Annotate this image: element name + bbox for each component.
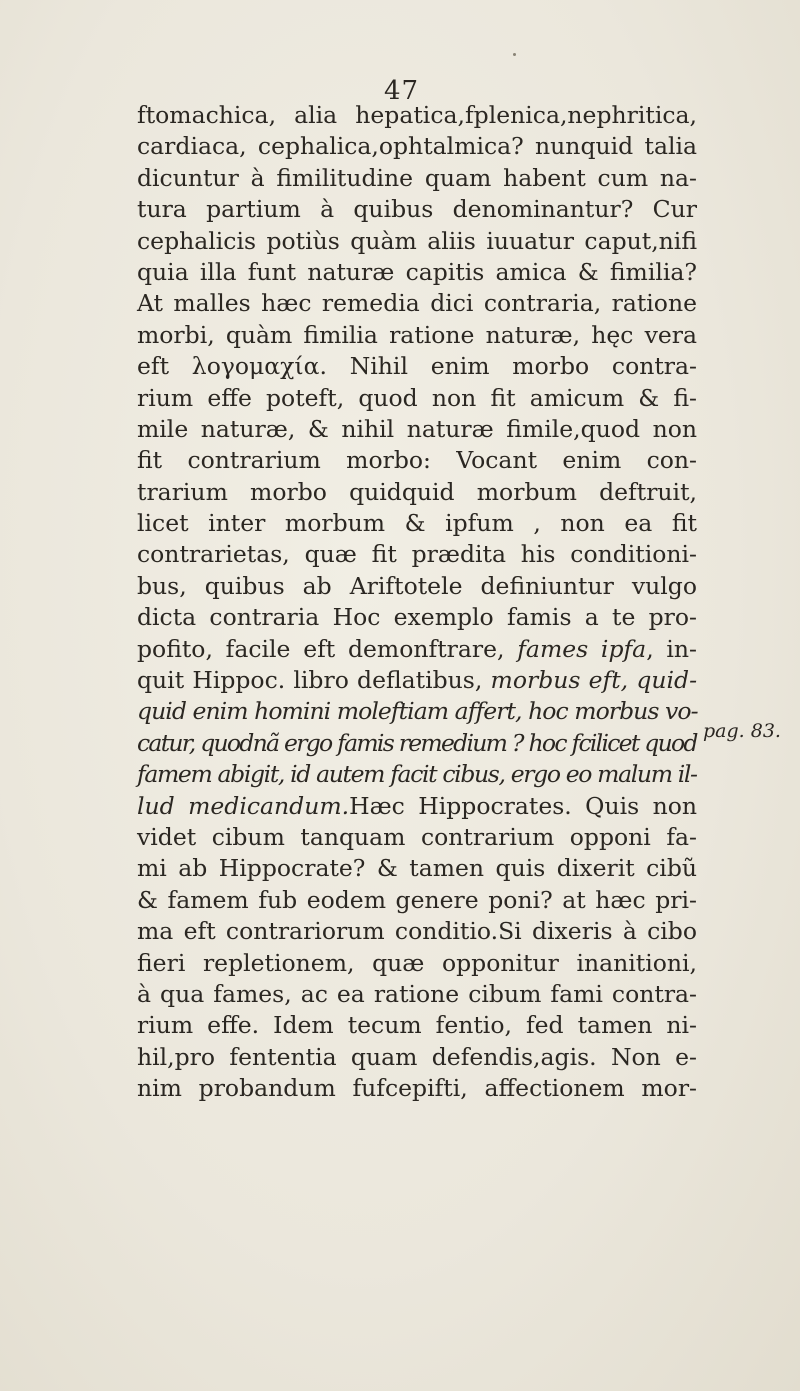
text-line [137, 351, 697, 382]
text-segment: licet inter morbum & ipfum , non ea fit [137, 509, 697, 538]
text-segment: cardiaca, cephalica,ophtalmica? nunquid talia [137, 132, 697, 161]
text-segment: At malles hæc remedia dici contraria, ratione [137, 289, 697, 318]
text-line [137, 602, 697, 633]
text-line [137, 1010, 697, 1041]
text-segment: à qua fames, ac ea ratione cibum fami contra- [137, 979, 697, 1008]
text-segment: fieri repletionem, quæ opponitur inanitioni, [137, 948, 697, 977]
text-segment: & famem fub eodem genere poni? at hæc pri- [137, 885, 697, 914]
margin-note: pag. 83. [703, 720, 781, 742]
page-number: 47 [384, 76, 420, 106]
text-segment: hil,pro fententia quam defendis,agis. Non e- [137, 1042, 697, 1071]
text-line [137, 445, 697, 476]
text-line [137, 885, 697, 916]
text-segment: bus, quibus ab Ariftotele definiuntur vulgo [137, 571, 697, 600]
text-segment: videt cibum tanquam contrarium opponi fa- [137, 822, 697, 851]
text-line [137, 131, 697, 162]
text-line [137, 822, 697, 853]
italic-segment: quid enim homini moleftiam affert, hoc morbus vo- [137, 697, 698, 726]
text-line [137, 665, 697, 696]
text-line [137, 226, 697, 257]
text-segment: dicta contraria Hoc exemplo famis a te pro- [137, 603, 697, 632]
text-line [137, 320, 697, 351]
italic-segment: morbus eft, quid- [490, 666, 698, 695]
text-line [137, 948, 697, 979]
text-segment: eft λογομαχία. Nihil enim morbo contra- [137, 352, 697, 381]
text-segment: fit contrarium morbo: Vocant enim con- [137, 446, 697, 475]
italic-segment: fames ipfa [517, 634, 647, 663]
italic-segment: catur, quodnã ergo famis remedium ? hoc fcilicet quod [137, 728, 697, 757]
text-segment: tura partium à quibus denominantur? Cur [137, 195, 697, 224]
text-line [137, 477, 697, 508]
text-line [137, 634, 697, 665]
text-segment: cephalicis potiùs quàm aliis iuuatur caput,nifi [137, 226, 697, 255]
text-segment: pofito, facile eft demonftrare, [137, 634, 518, 663]
text-segment: mi ab Hippocrate? & tamen quis dixerit cibũ [137, 854, 697, 883]
italic-segment: famem abigit, id autem facit cibus, ergo eo malum il- [137, 760, 697, 789]
text-line [137, 383, 697, 414]
text-line [137, 414, 697, 445]
text-segment: quia illa funt naturæ capitis amica & fimilia? [137, 257, 697, 286]
text-segment: ma eft contrariorum conditio.Si dixeris à cibo [137, 917, 697, 946]
text-segment: mile naturæ, & nihil naturæ fimile,quod non [137, 414, 697, 443]
text-line [137, 100, 697, 131]
text-line [137, 163, 697, 194]
paper-speck [513, 53, 516, 56]
text-segment: morbi, quàm fimilia ratione naturæ, hęc vera [137, 320, 697, 349]
text-segment: Hæc Hippocrates. Quis non [349, 791, 697, 820]
text-line [137, 853, 697, 884]
text-segment: rium effe poteft, quod non fit amicum & fi- [137, 383, 697, 412]
text-line [137, 728, 697, 759]
text-line [137, 571, 697, 602]
text-line [137, 696, 697, 727]
text-line [137, 916, 697, 947]
text-segment: , in- [646, 634, 697, 663]
text-line [137, 791, 697, 822]
text-body [137, 100, 697, 1105]
text-line [137, 194, 697, 225]
text-segment: nim probandum fufcepifti, affectionem mor- [137, 1074, 697, 1103]
text-line [137, 288, 697, 319]
text-segment: dicuntur à fimilitudine quam habent cum na- [137, 163, 697, 192]
text-segment: rium effe. Idem tecum fentio, fed tamen ni- [137, 1011, 697, 1040]
text-segment: quit Hippoc. libro deflatibus, [137, 666, 491, 695]
text-segment: trarium morbo quidquid morbum deftruit, [137, 477, 697, 506]
text-line [137, 508, 697, 539]
text-segment: contrarietas, quæ fit prædita his conditioni- [137, 540, 697, 569]
text-line [137, 979, 697, 1010]
italic-segment: lud medicandum. [137, 791, 350, 820]
text-line [137, 1073, 697, 1104]
text-line [137, 1042, 697, 1073]
text-line [137, 539, 697, 570]
text-line [137, 759, 697, 790]
text-line [137, 257, 697, 288]
text-segment: ftomachica, alia hepatica,fplenica,nephritica, [137, 101, 697, 129]
